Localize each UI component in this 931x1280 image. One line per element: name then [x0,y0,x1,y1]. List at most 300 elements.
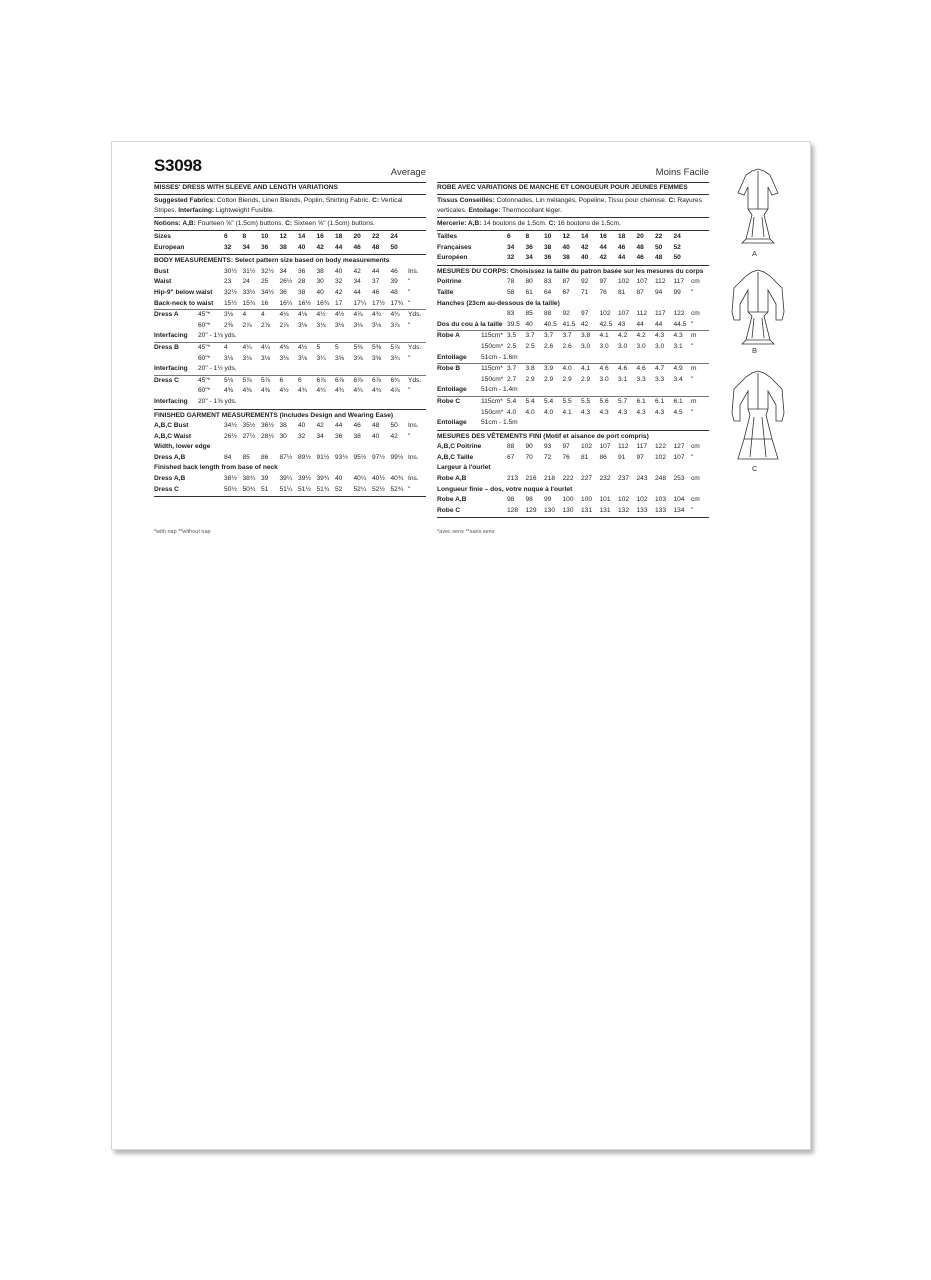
table-cell: 4.2 [618,332,628,340]
divider [154,496,426,497]
table-cell: 117 [655,310,666,318]
finished-table-fr [437,442,709,463]
yardage-row [154,386,426,397]
table-cell: 3.4 [673,375,683,383]
table-cell: 48 [655,254,663,262]
table-cell: 39½ [298,475,311,483]
row-label: Robe A [437,332,460,340]
longueur-label: Longueur finie – dos, votre nuque à l'ourlet [437,485,573,493]
european-row [154,243,426,254]
table-cell: 46 [636,254,644,262]
view-c-label: C [752,464,758,473]
table-cell: 4⅛ [298,311,308,319]
table-cell: 27½ [242,432,256,440]
table-cell: 40¾ [390,475,404,483]
table-cell: 44 [599,243,607,251]
divider [437,430,709,431]
table-cell: 26½ [224,432,237,440]
table-cell: 44 [636,320,644,328]
table-cell: 4.1 [562,408,572,416]
table-cell: 30 [279,432,287,440]
fabrics-text: Cotton Blends, Linen Blends, Poplin, Shirting Fabric. [215,197,373,204]
table-cell: 101 [599,496,611,504]
table-row [154,277,426,288]
fabric-width: 45"* [198,376,211,384]
table-cell: 33½ [242,288,256,296]
table-cell: 36 [261,243,269,251]
fabric-width: 115cm* [481,365,503,373]
table-cell: 80 [525,278,533,286]
table-cell: 132 [618,506,630,514]
unit-label: m [691,397,697,405]
table-cell: 86 [599,453,607,461]
table-cell: 127 [673,443,685,451]
row-label: Dos du cou à la taille [437,320,503,328]
table-cell: 133 [655,506,667,514]
table-cell: 4¾ [390,311,400,319]
table-cell: 5⅜ [372,343,382,351]
table-cell: 232 [599,475,611,483]
dos-row [437,320,709,331]
table-cell: 97 [599,278,607,286]
table-cell: 17¼ [353,299,367,307]
table-cell: 34 [316,432,324,440]
table-cell: 40 [298,422,306,430]
table-cell: 52¼ [353,485,367,493]
table-row [154,485,426,496]
table-cell: 42 [581,320,589,328]
table-cell: 42 [390,432,398,440]
table-cell: 48 [372,243,380,251]
table-cell: 18 [618,233,626,240]
table-cell: 41.5 [562,320,576,328]
table-cell: 6⅞ [316,376,326,384]
table-cell: 4.0 [507,408,517,416]
table-row [154,432,426,443]
notions-fr [437,219,709,229]
interfacing-label: Entoilage: [468,207,501,214]
table-cell: 3.0 [599,342,609,350]
table-cell: 42 [599,254,607,262]
table-cell: 4.7 [655,365,665,373]
table-cell: 3⅛ [224,311,234,319]
row-label: Entoilage [437,386,467,394]
notions-label: Mercerie: A,B: [437,220,482,227]
table-cell: 15½ [224,299,237,307]
fabrics-text-2: Rayures [675,197,702,204]
table-cell: 4¾ [353,387,363,395]
table-cell: 16¾ [316,299,330,307]
table-cell: 40 [316,288,324,296]
table-row [437,309,709,320]
table-cell: 2.6 [562,342,572,350]
table-row [437,495,709,506]
table-cell: 83 [507,310,515,318]
table-cell: 5⅜ [353,343,363,351]
table-cell: 85 [242,453,250,461]
table-cell: 40 [562,243,570,251]
table-cell: 4¾ [372,387,382,395]
body-measurements-table-fr [437,277,709,298]
table-cell: 4⅞ [353,311,363,319]
unit-label: " [691,342,694,350]
table-cell: 32 [224,243,232,251]
finished-heading-en: FINISHED GARMENT MEASUREMENTS (Includes Design and Wearing Ease) [154,411,394,419]
table-cell: 42 [335,288,343,296]
table-cell: 222 [562,475,574,483]
table-cell: 87½ [279,453,293,461]
table-cell: 88 [507,443,515,451]
table-cell: 107 [618,310,630,318]
table-cell: 4.3 [636,408,646,416]
table-cell: 32 [298,432,306,440]
table-cell: 2.9 [544,375,554,383]
table-cell: 50¾ [242,485,256,493]
table-cell: 122 [655,443,667,451]
table-cell: 3.9 [544,365,554,373]
table-row [437,288,709,299]
table-cell: 14 [298,233,306,240]
table-cell: 5⅞ [261,376,271,384]
table-cell: 3.8 [581,332,591,340]
table-cell: 6 [224,233,228,240]
table-cell: 3.8 [525,365,535,373]
unit-label: m [691,332,697,340]
table-cell: 38½ [224,475,237,483]
fabrics-label: Suggested Fabrics: [154,197,216,204]
table-cell: 46 [353,243,361,251]
fabrics-text: Cotonnades, Lin mélangés, Popeline, Tissu pour chemise. [494,197,669,204]
difficulty-level-fr: Moins Facile [655,167,709,178]
table-cell: 92 [581,278,589,286]
table-cell: 38 [316,267,324,275]
unit-label: " [691,408,694,416]
table-cell: 3.5 [507,332,517,340]
table-cell: 32½ [224,288,237,296]
table-cell: 2.7 [507,375,517,383]
row-label: Dress C [154,485,179,493]
finished-width-table-en [154,453,426,464]
footnote-fr: *avec sens **sans sens [437,529,495,535]
row-label: Dress A [154,311,179,319]
row-label: Waist [154,278,172,286]
sizes-row [154,232,426,243]
table-cell: 32½ [261,267,274,275]
unit-label: " [408,321,411,329]
table-cell: 85 [525,310,533,318]
table-cell: 61 [525,288,533,296]
table-cell: 76 [599,288,607,296]
unit-label: cm [691,310,700,318]
table-cell: 4 [261,311,265,319]
table-cell: 3.7 [507,365,517,373]
row-label: A,B,C Taille [437,453,474,461]
pattern-title-fr: ROBE AVEC VARIATIONS DE MANCHE ET LONGUEUR POUR JEUNES FEMMES [437,183,709,195]
table-cell: 2⅞ [261,321,271,329]
table-cell: 3¾ [390,354,400,362]
table-cell: 20 [636,233,644,240]
fabrics-label: Tissus Conseillés: [437,197,495,204]
table-cell: 5⅞ [242,376,252,384]
view-b-label: B [752,346,758,355]
table-cell: 3.0 [636,342,646,350]
table-cell: 50 [390,243,398,251]
table-cell: 4.5 [673,408,683,416]
table-row [154,299,426,310]
francaises-row [437,243,709,254]
yardage-row [437,342,709,353]
table-cell: 17½ [372,299,385,307]
row-label: Dress B [154,343,179,351]
fabrics-text-2: Vertical [379,197,403,204]
table-cell: 5 [335,343,339,351]
table-row [437,277,709,288]
row-label: Back-neck to waist [154,299,214,307]
notions-text-2: 16 boutons de 1.5cm. [555,220,621,227]
fabric-width: 115cm* [481,397,503,405]
table-cell: 102 [581,443,593,451]
table-cell: 23 [224,278,232,286]
table-cell: 50½ [224,485,237,493]
table-cell: 46 [618,243,626,251]
table-cell: 71 [581,288,589,296]
table-cell: 24 [242,278,250,286]
yardage-row [154,354,426,365]
table-cell: 2⅞ [279,321,289,329]
table-cell: 4.2 [636,332,646,340]
table-cell: 131 [581,506,593,514]
table-cell: 216 [525,475,537,483]
yardage-row [154,310,426,321]
table-cell: 133 [636,506,648,514]
table-cell: 4⅜ [261,387,271,395]
table-cell: 40 [335,475,343,483]
table-cell: 86 [261,453,269,461]
table-cell: 39¾ [316,475,330,483]
table-cell: 34 [507,243,515,251]
row-label: Françaises [437,243,472,251]
table-cell: 42 [353,267,361,275]
table-cell: 5 [316,343,321,351]
table-cell: 39.5 [507,320,520,328]
table-cell: 2⅞ [242,321,252,329]
unit-label: " [408,299,411,307]
row-label: Dress A,B [154,453,186,461]
table-cell: 103 [655,496,667,504]
notions-text: Fourteen ⅝" (1.5cm) buttons. [195,220,286,227]
table-cell: 42.5 [599,320,613,328]
table-cell: 51¾ [316,485,330,493]
table-cell: 12 [562,233,570,240]
table-cell: 131 [599,506,611,514]
table-cell: 44 [335,422,343,430]
fabric-width: 45"* [198,343,211,351]
yardage-row [154,321,426,332]
unit-label: " [408,485,411,493]
table-cell: 50 [673,254,681,262]
table-cell: 5.6 [599,397,609,405]
table-cell: 93 [544,443,552,451]
table-cell: 12 [279,233,287,240]
table-cell: 102 [618,278,630,286]
body-measurements-heading-en: BODY MEASUREMENTS: Select pattern size based on body measurements [154,257,390,265]
table-cell: 3.3 [636,375,646,383]
table-cell: 3¼ [316,354,326,362]
table-cell: 40 [581,254,589,262]
table-cell: 16½ [298,299,311,307]
table-cell: 102 [636,496,648,504]
table-cell: 22 [372,233,380,240]
table-cell: 34 [279,267,287,275]
dress-c-drawing [732,371,784,459]
table-cell: 5.5 [562,397,572,405]
table-cell: 48 [636,243,644,251]
table-cell: 43 [618,320,626,328]
fabric-width: 150cm* [481,342,504,350]
table-cell: 3⅛ [261,354,271,362]
notions-view-c: C: [285,220,293,227]
unit-label: cm [691,496,700,504]
interfacing-text: Thermocollant léger. [500,207,562,214]
table-cell: 81 [618,288,626,296]
table-cell: 31½ [242,267,256,275]
table-cell: 87 [562,278,570,286]
table-cell: 58 [507,288,515,296]
table-cell: 4.0 [544,408,554,416]
table-cell: 112 [636,310,648,318]
table-cell: 6 [507,233,511,240]
table-cell: 2.9 [581,375,591,383]
europeen-row [437,253,709,264]
unit-label: Ins. [408,267,419,275]
row-label: Bust [154,267,169,275]
table-cell: 94 [655,288,663,296]
table-cell: 3⅛ [298,354,308,362]
table-cell: 5.4 [507,397,517,405]
interfacing-yardage: 51cm - 1.4m [481,386,518,394]
table-cell: 91 [618,453,626,461]
row-label: Sizes [154,233,171,240]
unit-label: " [408,387,411,395]
table-cell: 40¼ [353,475,367,483]
table-cell: 42 [581,243,589,251]
table-cell: 90 [525,443,533,451]
table-cell: 98 [525,496,533,504]
finished-heading-fr: MESURES DES VÊTEMENTS FINI (Motif et aisance de port compris) [437,432,649,440]
table-cell: 37 [372,278,380,286]
table-cell: 4 [224,343,228,351]
interfacing-yardage: 20" - 1½ yds. [198,365,237,373]
table-cell: 6⅞ [335,376,345,384]
table-cell: 83 [544,278,552,286]
table-cell: 38¾ [242,475,256,483]
row-label: Dress A,B [154,475,186,483]
interfacing-row [154,364,426,375]
interfacing-yardage: 51cm - 1.6m [481,353,518,361]
table-cell: 52 [335,485,343,493]
table-cell: 70 [525,453,533,461]
pattern-title-en: MISSES' DRESS WITH SLEEVE AND LENGTH VARIATIONS [154,183,426,195]
interfacing-row [437,353,709,364]
row-label: Dress C [154,376,179,384]
table-cell: 100 [562,496,574,504]
technical-drawings [726,165,790,485]
table-cell: 97 [581,310,589,318]
interfacing-row [154,331,426,342]
table-cell: 51¼ [279,485,293,493]
row-label: Entoilage [437,353,467,361]
divider [154,230,426,231]
table-cell: 4⅜ [279,343,289,351]
table-cell: 44 [335,243,343,251]
tailles-row [437,232,709,243]
table-cell: 88 [544,310,552,318]
interfacing-row [437,385,709,396]
table-cell: 128 [507,506,519,514]
fabric-width: 45"* [198,311,211,319]
yardage-row [437,364,709,375]
table-cell: 99½ [390,453,404,461]
table-cell: 16 [261,299,269,307]
table-cell: 5.7 [618,397,628,405]
table-cell: 4.6 [599,365,609,373]
table-cell: 91½ [316,453,330,461]
table-cell: 16¼ [279,299,293,307]
table-cell: 3.7 [544,332,554,340]
table-cell: 129 [525,506,537,514]
table-cell: 107 [673,453,685,461]
table-cell: 107 [599,443,611,451]
table-cell: 64 [544,288,552,296]
table-cell: 4¾ [372,311,382,319]
row-label: Hip-9" below waist [154,288,213,296]
table-cell: 44 [655,320,663,328]
table-cell: 6 [298,376,302,384]
table-row [154,453,426,464]
table-cell: 67 [562,288,570,296]
table-cell: 72 [544,453,552,461]
table-cell: 4.6 [618,365,628,373]
table-cell: 5⅞ [390,343,400,351]
row-label: Interfacing [154,397,188,405]
table-cell: 130 [544,506,556,514]
table-row [437,506,709,517]
row-label: Européen [437,254,468,262]
table-cell: 38 [279,243,287,251]
table-cell: 40.5 [544,320,557,328]
hanches-label: Hanches (23cm au-dessous de la taille) [437,299,560,307]
unit-label: " [408,354,411,362]
table-cell: 99 [544,496,552,504]
table-cell: 51½ [298,485,311,493]
table-cell: 36 [544,254,552,262]
table-cell: 34 [525,254,533,262]
english-column [154,156,426,498]
table-cell: 34½ [261,288,274,296]
yardage-row [437,375,709,386]
table-cell: 4.3 [581,408,591,416]
table-cell: 4.9 [673,365,683,373]
table-cell: 76 [562,453,570,461]
row-label: Robe B [437,365,461,373]
table-cell: 40½ [372,475,385,483]
table-cell: 2⅜ [224,321,234,329]
table-cell: 248 [655,475,667,483]
table-cell: 3⅛ [372,321,382,329]
table-cell: 16 [316,233,324,240]
table-cell: 78 [507,278,515,286]
row-label: Tailles [437,233,458,240]
